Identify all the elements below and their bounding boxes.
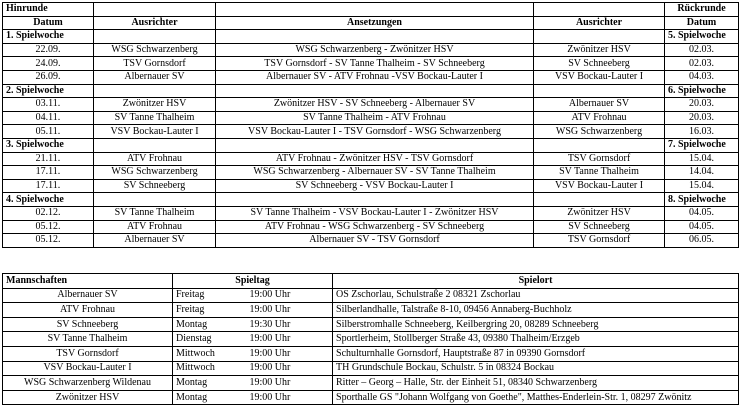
header-ausrichter-rueck: Ausrichter	[534, 16, 665, 30]
match-host: Albernauer SV	[94, 70, 216, 84]
match-host-rueck: Zwönitzer HSV	[534, 43, 665, 57]
match-pairing: VSV Bockau-Lauter I - TSV Gornsdorf - WSG Schwarzenberg	[216, 125, 534, 139]
match-pairing: WSG Schwarzenberg - Zwönitzer HSV	[216, 43, 534, 57]
match-date-rueck: 04.05.	[665, 220, 739, 234]
venue-team: SV Schneeberg	[3, 317, 173, 332]
match-pairing: WSG Schwarzenberg - Albernauer SV - SV Tanne Thalheim	[216, 166, 534, 180]
venue-place: Ritter – Georg – Halle, Str. der Einheit 51, 08340 Schwarzenberg	[333, 376, 739, 391]
table-row	[3, 234, 739, 248]
venue-time: 19:00 Uhr	[247, 332, 333, 347]
match-host: SV Tanne Thalheim	[94, 206, 216, 220]
match-date-rueck: 14.04.	[665, 166, 739, 180]
header-spielort: Spielort	[333, 274, 739, 289]
match-date: 24.09.	[3, 57, 94, 71]
venue-day: Montag	[173, 317, 247, 332]
schedule-header	[3, 16, 739, 30]
match-date: 17.11.	[3, 166, 94, 180]
header-datum: Datum	[3, 16, 94, 30]
table-row	[3, 179, 739, 193]
match-date-rueck: 15.04.	[665, 152, 739, 166]
match-pairing: Albernauer SV - TSV Gornsdorf	[216, 234, 534, 248]
match-host: Albernauer SV	[94, 234, 216, 248]
venue-place: TH Grundschule Bockau, Schulstr. 5 in 08324 Bockau	[333, 361, 739, 376]
match-host-rueck: TSV Gornsdorf	[534, 234, 665, 248]
table-row	[3, 70, 739, 84]
match-host-rueck: VSV Bockau-Lauter I	[534, 70, 665, 84]
table-row	[3, 346, 739, 361]
match-host: VSV Bockau-Lauter I	[94, 125, 216, 139]
venue-day: Montag	[173, 376, 247, 391]
venues-table	[2, 273, 739, 405]
match-host-rueck: WSG Schwarzenberg	[534, 125, 665, 139]
match-date: 17.11.	[3, 179, 94, 193]
venues-header	[3, 274, 739, 289]
schedule-table	[2, 2, 739, 248]
hinrunde-label: Hinrunde	[3, 3, 94, 17]
venue-time: 19:00 Uhr	[247, 361, 333, 376]
header-teams: Mannschaften	[3, 274, 173, 289]
match-host: SV Tanne Thalheim	[94, 111, 216, 125]
venue-day: Dienstag	[173, 332, 247, 347]
week-label-rueck: 5. Spielwoche	[665, 30, 739, 44]
table-row	[3, 317, 739, 332]
venue-day: Mittwoch	[173, 361, 247, 376]
match-host-rueck: TSV Gornsdorf	[534, 152, 665, 166]
venue-time: 19:00 Uhr	[247, 390, 333, 405]
venue-place: OS Zschorlau, Schulstraße 2 08321 Zschorlau	[333, 288, 739, 303]
venue-day: Freitag	[173, 303, 247, 318]
match-date: 26.09.	[3, 70, 94, 84]
venue-day: Freitag	[173, 288, 247, 303]
venue-time: 19:00 Uhr	[247, 288, 333, 303]
week-label: 3. Spielwoche	[3, 138, 94, 152]
week-label: 1. Spielwoche	[3, 30, 94, 44]
match-host-rueck: VSV Bockau-Lauter I	[534, 179, 665, 193]
match-host: TSV Gornsdorf	[94, 57, 216, 71]
match-date-rueck: 20.03.	[665, 98, 739, 112]
match-date-rueck: 06.05.	[665, 234, 739, 248]
venue-place: Silberstromhalle Schneeberg, Keilbergring 20, 08289 Schneeberg	[333, 317, 739, 332]
match-host: SV Schneeberg	[94, 179, 216, 193]
match-host: ATV Frohnau	[94, 152, 216, 166]
match-date: 05.12.	[3, 234, 94, 248]
match-pairing: Zwönitzer HSV - SV Schneeberg - Albernauer SV	[216, 98, 534, 112]
venue-team: Zwönitzer HSV	[3, 390, 173, 405]
match-pairing: Albernauer SV - ATV Frohnau -VSV Bockau-Lauter I	[216, 70, 534, 84]
match-host-rueck: SV Tanne Thalheim	[534, 166, 665, 180]
venue-team: Albernauer SV	[3, 288, 173, 303]
table-row	[3, 303, 739, 318]
header-datum-rueck: Datum	[665, 16, 739, 30]
venue-place: Schulturnhalle Gornsdorf, Hauptstraße 87 in 09390 Gornsdorf	[333, 346, 739, 361]
table-row	[3, 152, 739, 166]
venue-team: WSG Schwarzenberg Wildenau	[3, 376, 173, 391]
venue-place: Sporthalle GS "Johann Wolfgang von Goethe", Matthes-Enderlein-Str. 1, 08297 Zwönitz	[333, 390, 739, 405]
match-pairing: ATV Frohnau - Zwönitzer HSV - TSV Gornsdorf	[216, 152, 534, 166]
match-date-rueck: 20.03.	[665, 111, 739, 125]
match-pairing: SV Tanne Thalheim - VSV Bockau-Lauter I - Zwönitzer HSV	[216, 206, 534, 220]
week-label-rueck: 6. Spielwoche	[665, 84, 739, 98]
table-row	[3, 166, 739, 180]
match-date: 03.11.	[3, 98, 94, 112]
table-row	[3, 361, 739, 376]
venue-day: Montag	[173, 390, 247, 405]
match-host-rueck: Albernauer SV	[534, 98, 665, 112]
match-date: 21.11.	[3, 152, 94, 166]
match-date: 04.11.	[3, 111, 94, 125]
header-ansetzungen: Ansetzungen	[216, 16, 534, 30]
week-label: 2. Spielwoche	[3, 84, 94, 98]
venue-time: 19:30 Uhr	[247, 317, 333, 332]
venue-time: 19:00 Uhr	[247, 303, 333, 318]
match-date-rueck: 15.04.	[665, 179, 739, 193]
venue-time: 19:00 Uhr	[247, 376, 333, 391]
match-host: ATV Frohnau	[94, 220, 216, 234]
venue-team: ATV Frohnau	[3, 303, 173, 318]
match-host-rueck: SV Schneeberg	[534, 57, 665, 71]
table-row	[3, 220, 739, 234]
week-header-row	[3, 30, 739, 44]
match-pairing: ATV Frohnau - WSG Schwarzenberg - SV Schneeberg	[216, 220, 534, 234]
venue-place: Sportlerheim, Stollberger Straße 43, 09380 Thalheim/Erzgeb	[333, 332, 739, 347]
match-date-rueck: 16.03.	[665, 125, 739, 139]
week-label: 4. Spielwoche	[3, 193, 94, 207]
header-ausrichter: Ausrichter	[94, 16, 216, 30]
match-date: 02.12.	[3, 206, 94, 220]
venue-team: TSV Gornsdorf	[3, 346, 173, 361]
week-label-rueck: 8. Spielwoche	[665, 193, 739, 207]
match-date-rueck: 02.03.	[665, 43, 739, 57]
match-pairing: SV Tanne Thalheim - ATV Frohnau	[216, 111, 534, 125]
match-date: 05.11.	[3, 125, 94, 139]
table-row	[3, 125, 739, 139]
table-row	[3, 332, 739, 347]
match-date-rueck: 04.03.	[665, 70, 739, 84]
table-row	[3, 376, 739, 391]
venue-time: 19:00 Uhr	[247, 346, 333, 361]
match-host: WSG Schwarzenberg	[94, 166, 216, 180]
match-date: 05.12.	[3, 220, 94, 234]
week-header-row	[3, 193, 739, 207]
match-pairing: TSV Gornsdorf - SV Tanne Thalheim - SV Schneeberg	[216, 57, 534, 71]
table-row	[3, 390, 739, 405]
match-host-rueck: SV Schneeberg	[534, 220, 665, 234]
table-row	[3, 206, 739, 220]
match-host: Zwönitzer HSV	[94, 98, 216, 112]
table-row	[3, 57, 739, 71]
table-row	[3, 288, 739, 303]
match-date: 22.09.	[3, 43, 94, 57]
venue-team: SV Tanne Thalheim	[3, 332, 173, 347]
match-date-rueck: 02.03.	[665, 57, 739, 71]
match-host: WSG Schwarzenberg	[94, 43, 216, 57]
match-host-rueck: ATV Frohnau	[534, 111, 665, 125]
week-header-row	[3, 84, 739, 98]
schedule-header-top	[3, 3, 739, 17]
week-header-row	[3, 138, 739, 152]
venue-place: Silberlandhalle, Talstraße 8-10, 09456 Annaberg-Buchholz	[333, 303, 739, 318]
match-pairing: SV Schneeberg - VSV Bockau-Lauter I	[216, 179, 534, 193]
match-date-rueck: 04.05.	[665, 206, 739, 220]
rueckrunde-label: Rückrunde	[665, 3, 739, 17]
venue-day: Mittwoch	[173, 346, 247, 361]
venue-team: VSV Bockau-Lauter I	[3, 361, 173, 376]
match-host-rueck: Zwönitzer HSV	[534, 206, 665, 220]
header-spieltag: Spieltag	[173, 274, 333, 289]
week-label-rueck: 7. Spielwoche	[665, 138, 739, 152]
table-row	[3, 98, 739, 112]
table-row	[3, 111, 739, 125]
table-row	[3, 43, 739, 57]
